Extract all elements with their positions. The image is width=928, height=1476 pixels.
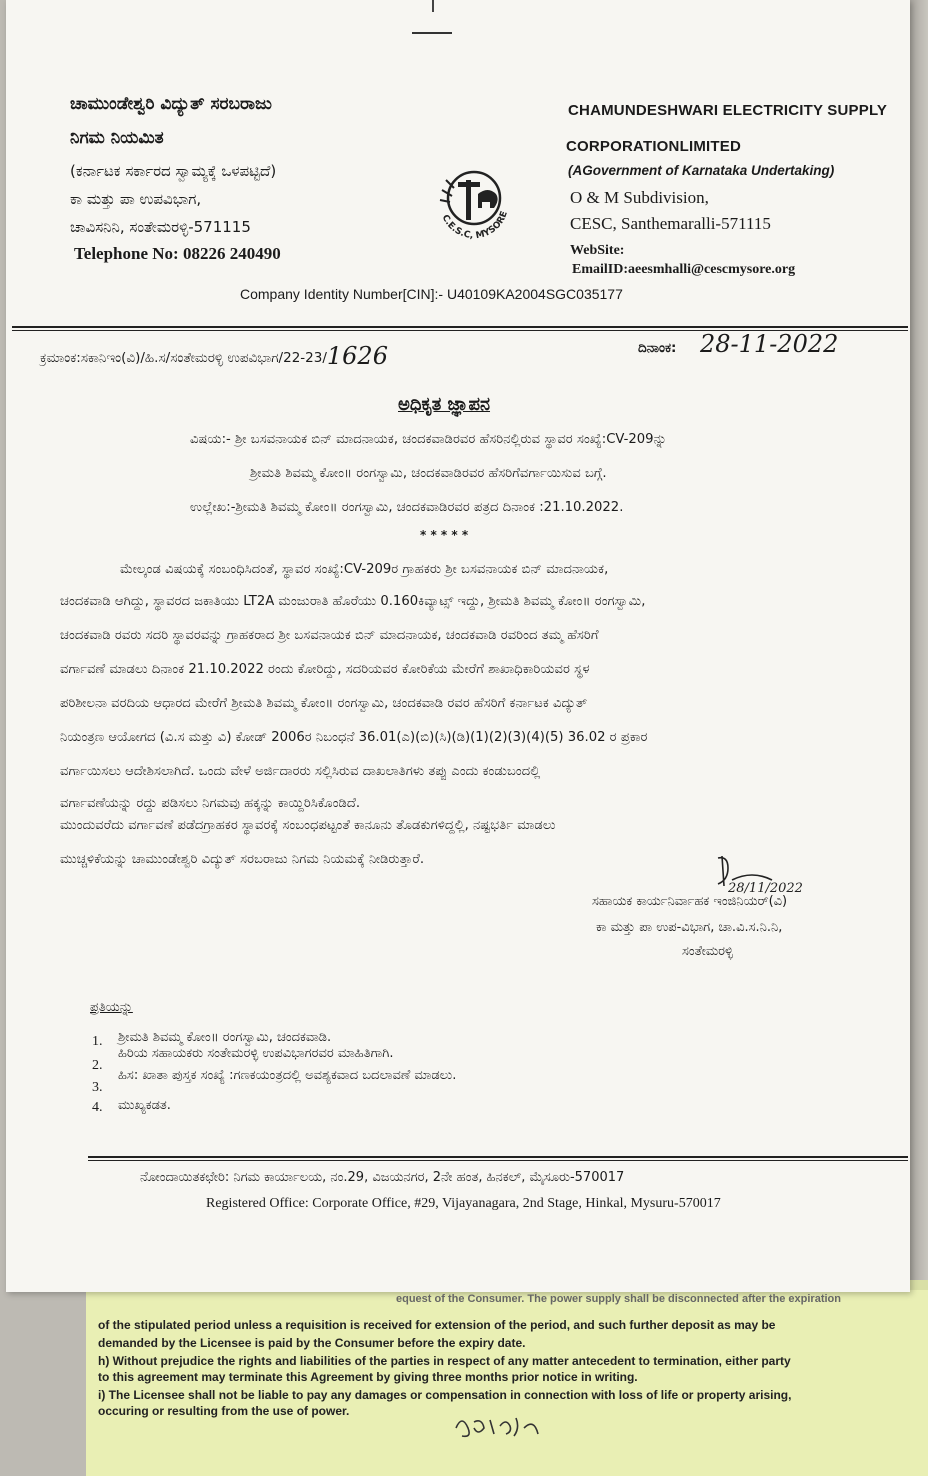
footer-rule-thin bbox=[88, 1160, 908, 1161]
memo-subject-line1: ವಿಷಯ:- ಶ್ರೀ ಬಸವನಾಯಕ ಬಿನ್ ಮಾದನಾಯಕ, ಚಂದಕವಾಡಿರವರ ಹೆಸರಿನಲ್ಲಿರುವ ಸ್ಥಾವರ ಸಂಖ್ಯೆ:CV-209ನ್ನು bbox=[190, 432, 667, 447]
body-line-5: ಪರಿಶೀಲನಾ ವರದಿಯ ಆಧಾರದ ಮೇರೆಗೆ ಶ್ರೀಮತಿ ಶಿವಮ್ಮ ಕೋಂ॥ ರಂಗಸ್ವಾಮಿ, ಚಂದಕವಾಡಿ ರವರ ಹೆಸರಿಗೆ ಕರ್ನಾಟಕ ವಿದ್ಯುತ್ bbox=[60, 696, 588, 711]
logo-text: C.E.S.C, MYSORE bbox=[439, 210, 510, 242]
registered-office-kn: ನೋಂದಾಯಿತಕಛೇರಿ: ನಿಗಮ ಕಾರ್ಯಾಲಯ, ನಂ.29, ವಿಜಯನಗರ, 2ನೇ ಹಂತ, ಹಿನಕಲ್, ಮೈಸೂರು-570017 bbox=[140, 1170, 625, 1185]
memo-title: ಅಧಿಕೃತ ಜ್ಞಾಪನ bbox=[398, 394, 491, 415]
copy-item-3: ಹಿಸ: ಖಾತಾ ಪುಸ್ತಕ ಸಂಖ್ಯೆ :ಗಣಕಯಂತ್ರದಲ್ಲಿ ಅವಶ್ಯಕವಾದ ಬದಲಾವಣೆ ಮಾಡಲು. bbox=[118, 1068, 457, 1083]
svg-text:C.E.S.C, MYSORE bbox=[440, 210, 510, 241]
signatory-office: ಕಾ ಮತ್ತು ಪಾ ಉಪ-ವಿಭಾಗ, ಚಾ.ವಿ.ಸ.ನಿ.ನಿ, bbox=[596, 920, 783, 935]
registered-office-en: Registered Office: Corporate Office, #29, Vijayanagara, 2nd Stage, Hinkal, Mysuru-570017 bbox=[206, 1196, 721, 1211]
body-line-7: ವರ್ಗಾಯಿಸಲು ಆದೇಶಿಸಲಾಗಿದೆ. ಒಂದು ವೇಳೆ ಅರ್ಜಿದಾರರು ಸಲ್ಲಿಸಿರುವ ದಾಖಲಾತಿಗಳು ತಪ್ಪು ಎಂದು ಕಂಡುಬಂದಲ್ಲಿ bbox=[60, 764, 541, 779]
cin-number: Company Identity Number[CIN]:- U40109KA2004SGC035177 bbox=[240, 286, 623, 302]
date-handwritten: 28-11-2022 bbox=[700, 330, 839, 358]
date-label: ದಿನಾಂಕ: bbox=[638, 340, 677, 356]
reference-number-text: ಕ್ರಮಾಂಕ:ಸಕಾನಿಇಂ(ವಿ)/ಹಿ.ಸ/ಸಂತೇಮರಳ್ಳಿ ಉಪವಿಭಾಗ/22-23/ bbox=[40, 350, 327, 366]
underlying-line-4: to this agreement may terminate this Agreement by giving three months prior notice in writing. bbox=[98, 1370, 638, 1384]
copy-item-2: ಹಿರಿಯ ಸಹಾಯಕರು ಸಂತೇಮರಳ್ಳಿ ಉಪವಿಭಾಗರವರ ಮಾಹಿತಿಗಾಗಿ. bbox=[118, 1046, 394, 1061]
memo-subject-line2: ಶ್ರೀಮತಿ ಶಿವಮ್ಮ ಕೋಂ॥ ರಂಗಸ್ವಾಮಿ, ಚಂದಕವಾಡಿರವರ ಹೆಸರಿಗೆವರ್ಗಾಯಿಸುವ ಬಗ್ಗೆ. bbox=[250, 466, 607, 481]
copy-item-1: ಶ್ರೀಮತಿ ಶಿವಮ್ಮ ಕೋಂ॥ ರಂಗಸ್ವಾಮಿ, ಚಂದಕವಾಡಿ. bbox=[118, 1030, 332, 1045]
en-org-name-line1: CHAMUNDESHWARI ELECTRICITY SUPPLY bbox=[568, 102, 888, 119]
copy-item-2-num: 2. bbox=[92, 1058, 103, 1073]
kn-org-name-line1: ಚಾಮುಂಡೇಶ್ವರಿ ವಿದ್ಯುತ್ ಸರಬರಾಜು bbox=[70, 94, 272, 114]
body-line-8: ವರ್ಗಾವಣೆಯನ್ನು ರದ್ದು ಪಡಿಸಲು ನಿಗಮವು ಹಕ್ಕನ್ನು ಕಾಯ್ದಿರಿಸಿಕೊಂಡಿದೆ. bbox=[60, 796, 361, 811]
separator-stars: * * * * * bbox=[420, 528, 469, 542]
body-line-1: ಮೇಲ್ಕಂಡ ವಿಷಯಕ್ಕೆ ಸಂಬಂಧಿಸಿದಂತೆ, ಸ್ಥಾವರ ಸಂಖ್ಯೆ:CV-209ರ ಗ್ರಾಹಕರು ಶ್ರೀ ಬಸವನಾಯಕ ಬಿನ್ ಮಾದನಾಯಕ, bbox=[120, 562, 609, 577]
copy-item-1-num: 1. bbox=[92, 1034, 103, 1049]
underlying-line-3: h) Without prejudice the rights and liabilities of the parties in respect of any matter antecedent to termination, either party bbox=[98, 1354, 791, 1368]
kn-org-name-line3: (ಕರ್ನಾಟಕ ಸರ್ಕಾರದ ಸ್ವಾಮ್ಯಕ್ಕೆ ಒಳಪಟ್ಟಿದೆ) bbox=[70, 162, 277, 180]
body-line-9: ಮುಂದುವರೆದು ವರ್ಗಾವಣೆ ಪಡೆದಗ್ರಾಹಕರ ಸ್ಥಾವರಕ್ಕೆ ಸಂಬಂಧಪಟ್ಟಂತೆ ಕಾನೂನು ತೊಡಕುಗಳಿದ್ದಲ್ಲಿ, ನಷ್ಟಭರ್ತಿ ಮಾಡಲು bbox=[60, 818, 556, 833]
kn-office-line: ಕಾ ಮತ್ತು ಪಾ ಉಪವಿಭಾಗ, bbox=[70, 190, 202, 208]
telephone: Telephone No: 08226 240490 bbox=[74, 244, 281, 263]
reference-number bbox=[40, 340, 388, 368]
memo-reference-line: ಉಲ್ಲೇಖ:-ಶ್ರೀಮತಿ ಶಿವಮ್ಮ ಕೋಂ॥ ರಂಗಸ್ವಾಮಿ, ಚಂದಕವಾಡಿರವರ ಪತ್ರದ ದಿನಾಂಕ :21.10.2022. bbox=[190, 500, 624, 515]
punch-mark bbox=[432, 0, 434, 12]
body-line-3: ಚಂದಕವಾಡಿ ರವರು ಸದರಿ ಸ್ಥಾವರವನ್ನು ಗ್ರಾಹಕರಾದ ಶ್ರೀ ಬಸವನಾಯಕ ಬಿನ್ ಮಾದನಾಯಕ, ಚಂದಕವಾಡಿ ರವರಿಂದ ತಮ್ಮ ಹೆಸರಿಗೆ bbox=[60, 628, 599, 643]
underlying-line-6: occuring or resulting from the use of power. bbox=[98, 1404, 350, 1418]
cesc-logo bbox=[426, 150, 522, 246]
underlying-line-2: demanded by the Licensee is paid by the Consumer before the expiry date. bbox=[98, 1336, 526, 1350]
reference-number-handwritten: 1626 bbox=[326, 342, 388, 370]
officer-signature bbox=[712, 852, 832, 900]
consumer-signature bbox=[450, 1406, 560, 1446]
en-org-name-line2: CORPORATIONLIMITED bbox=[566, 138, 741, 155]
signatory-designation: ಸಹಾಯಕ ಕಾರ್ಯನಿರ್ವಾಹಕ ಇಂಜಿನಿಯರ್(ವಿ) bbox=[592, 894, 788, 909]
underlying-cut-line: equest of the Consumer. The power supply shall be disconnected after the expiration bbox=[396, 1293, 841, 1305]
signatory-place: ಸಂತೇಮರಳ್ಳಿ bbox=[682, 944, 733, 959]
top-dash bbox=[412, 32, 452, 34]
underlying-line-5: i) The Licensee shall not be liable to pay any damages or compensation in connection with loss of life or property arising, bbox=[98, 1388, 792, 1402]
body-line-2: ಚಂದಕವಾಡಿ ಆಗಿದ್ದು, ಸ್ಥಾವರದ ಜಕಾತಿಯು LT2A ಮಂಜುರಾತಿ ಹೊರೆಯು 0.160ಕಿವ್ಯಾಟ್ಸ್ ಇದ್ದು, ಶ್ರೀಮತಿ ಶಿವಮ್ಮ ಕೋಂ॥ ರಂಗಸ್ವಾಮಿ, bbox=[60, 594, 646, 609]
en-address-line: CESC, Santhemaralli-571115 bbox=[570, 214, 771, 233]
body-line-4: ವರ್ಗಾವಣೆ ಮಾಡಲು ದಿನಾಂಕ 21.10.2022 ರಂದು ಕೋರಿದ್ದು, ಸದರಿಯವರ ಕೋರಿಕೆಯ ಮೇರೆಗೆ ಶಾಖಾಧಿಕಾರಿಯವರ ಸ್ಥಳ bbox=[60, 662, 590, 677]
signature-date: 28/11/2022 bbox=[728, 881, 803, 896]
body-line-10: ಮುಚ್ಚಳಿಕೆಯನ್ನು ಚಾಮುಂಡೇಶ್ವರಿ ವಿದ್ಯುತ್ ಸರಬರಾಜು ನಿಗಮ ನಿಯಮಕ್ಕೆ ನೀಡಿರುತ್ತಾರೆ. bbox=[60, 852, 425, 867]
website-label: WebSite: bbox=[570, 243, 625, 258]
email: EmailID:aeesmhalli@cescmysore.org bbox=[572, 262, 796, 277]
underlying-line-1: of the stipulated period unless a requisition is received for extension of the period, and such further deposit as may be bbox=[98, 1318, 776, 1332]
copy-item-4-num: 4. bbox=[92, 1100, 103, 1115]
copy-item-4: ಮುಖ್ಯಕಡತ. bbox=[118, 1098, 171, 1113]
body-line-6: ನಿಯಂತ್ರಣ ಆಯೋಗದ (ವಿ.ಸ ಮತ್ತು ವಿ) ಕೋಡ್ 2006ರ ನಿಬಂಧನೆ 36.01(ಎ)(ಬಿ)(ಸಿ)(ಡಿ)(1)(2)(3)(4)(5) 36.02 ರ ಪ್ರಕಾರ bbox=[60, 730, 648, 745]
en-org-name-line3: (AGovernment of Karnataka Undertaking) bbox=[568, 163, 835, 178]
kn-address-line: ಚಾವಿಸನಿನಿ, ಸಂತೇಮರಳ್ಳಿ-571115 bbox=[70, 218, 251, 236]
footer-rule bbox=[88, 1156, 908, 1158]
copy-item-3-num: 3. bbox=[92, 1080, 103, 1095]
header-rule bbox=[12, 326, 908, 328]
en-office-line: O & M Subdivision, bbox=[570, 188, 709, 207]
copies-heading: ಪ್ರತಿಯನ್ನು bbox=[90, 1000, 133, 1015]
kn-org-name-line2: ನಿಗಮ ನಿಯಮಿತ bbox=[70, 128, 164, 148]
page-shadow bbox=[910, 0, 928, 1300]
